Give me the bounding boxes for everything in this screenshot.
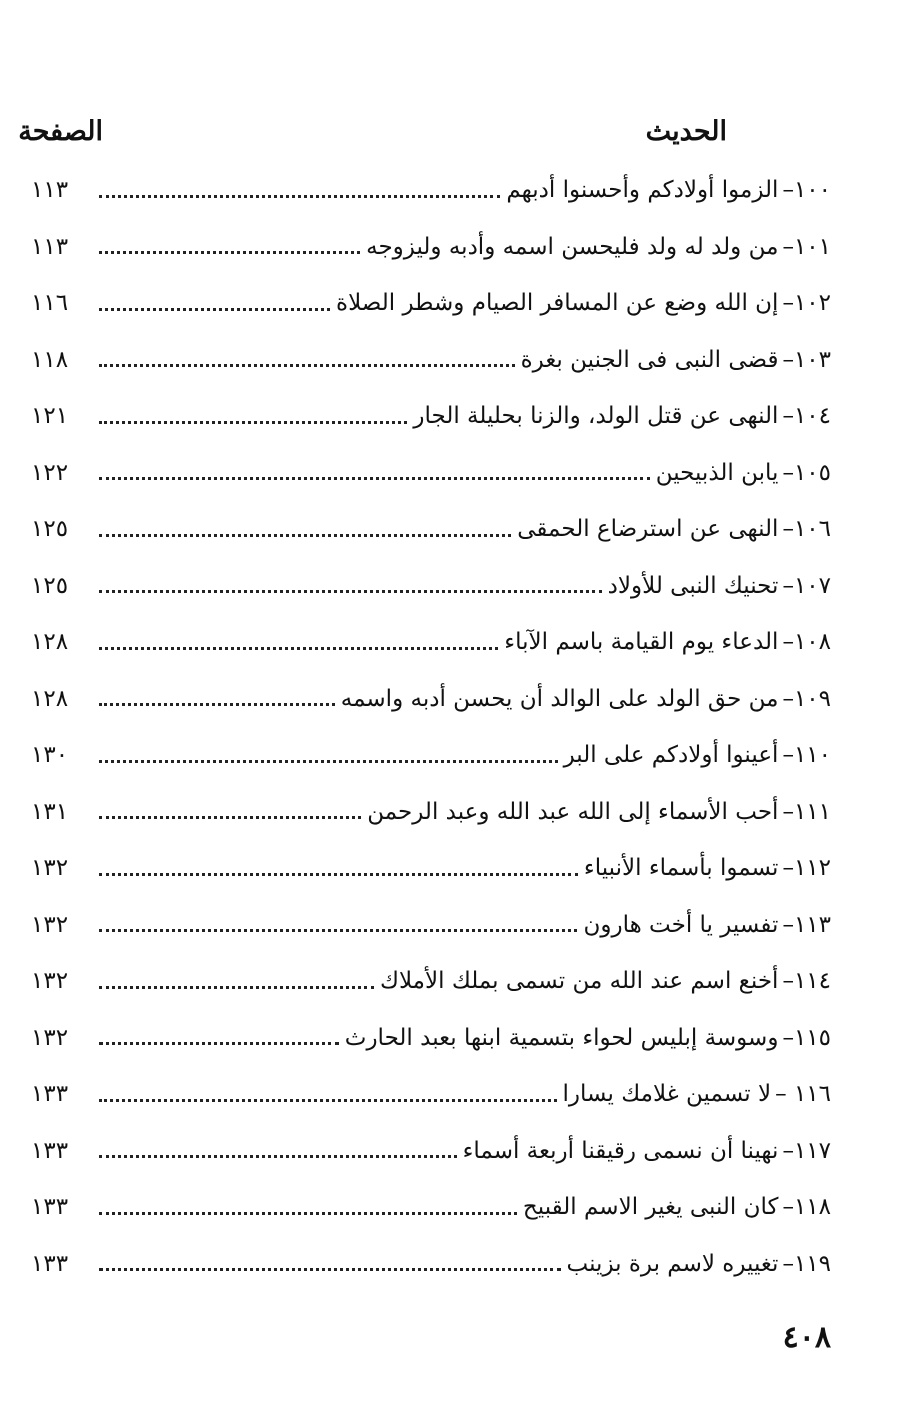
entry-page: ١٢٥ — [31, 572, 69, 599]
entry-title: يابن الذبيحين — [655, 459, 779, 486]
entry-number: ١٠٧– — [782, 572, 831, 599]
dot-leader — [99, 929, 577, 932]
dot-leader — [99, 647, 498, 650]
entry-page: ١٢٨ — [31, 629, 69, 656]
entry-page: ١٣٠ — [31, 742, 69, 769]
entry-page: ١٣٣ — [31, 1194, 69, 1221]
entry-page: ١١٨ — [31, 346, 69, 373]
toc-entry — [31, 332, 831, 389]
dot-leader — [99, 251, 360, 254]
entry-number: ١١٥– — [782, 1024, 831, 1051]
toc-entry — [31, 501, 831, 558]
toc-entry — [31, 1179, 831, 1236]
toc-entry — [31, 614, 831, 671]
dot-leader — [99, 421, 407, 424]
entry-number: ١٠٢– — [782, 290, 831, 317]
toc-entry — [31, 784, 831, 841]
dot-leader — [99, 195, 500, 198]
dot-leader — [99, 703, 335, 706]
entry-title: من ولد له ولد فليحسن اسمه وأدبه وليزوجه — [366, 233, 779, 260]
toc-entry — [31, 1010, 831, 1067]
entry-page: ١٣٣ — [31, 1137, 69, 1164]
dot-leader — [99, 760, 558, 763]
toc-entry — [31, 275, 831, 332]
dot-leader — [99, 986, 374, 989]
dot-leader — [99, 1042, 339, 1045]
entry-page: ١٢١ — [31, 403, 69, 430]
entry-number: ١٠١– — [782, 233, 831, 260]
entry-number: ١٠٤– — [782, 403, 831, 430]
toc-entry — [31, 162, 831, 219]
entry-title: تحنيك النبى للأولاد — [607, 572, 779, 599]
entry-number: ١٠٩– — [782, 685, 831, 712]
entry-number: ١١٩– — [782, 1250, 831, 1277]
entry-page: ١١٣ — [31, 233, 69, 260]
dot-leader — [99, 534, 511, 537]
toc-entry — [31, 671, 831, 728]
entry-title: قضى النبى فى الجنين بغرة — [520, 346, 779, 373]
toc-entry — [31, 445, 831, 502]
entry-page: ١٣٢ — [31, 1024, 69, 1051]
entry-number: ١٠٨– — [782, 629, 831, 656]
toc-entry — [31, 897, 831, 954]
toc-entry — [31, 1066, 831, 1123]
entry-page: ١٣٢ — [31, 855, 69, 882]
entry-title: النهى عن قتل الولد، والزنا بحليلة الجار — [413, 403, 779, 430]
entry-title: تفسير يا أخت هارون — [583, 911, 779, 938]
entry-page: ١٢٢ — [31, 459, 69, 486]
toc-entry — [31, 219, 831, 276]
dot-leader — [99, 308, 330, 311]
entry-number: ١٠٣– — [782, 346, 831, 373]
page-column-header: الصفحة — [18, 116, 103, 147]
entry-title: إن الله وضع عن المسافر الصيام وشطر الصلاة — [336, 290, 779, 317]
page-number: ٤٠٨ — [782, 1320, 831, 1355]
dot-leader — [99, 590, 602, 593]
table-of-contents — [31, 162, 831, 1292]
entry-title: تغييره لاسم برة بزينب — [566, 1250, 779, 1277]
toc-entry — [31, 1236, 831, 1293]
entry-title: من حق الولد على الوالد أن يحسن أدبه واسمه — [340, 685, 779, 712]
entry-page: ١١٣ — [31, 177, 69, 204]
dot-leader — [99, 477, 650, 480]
toc-entry — [31, 727, 831, 784]
toc-entry — [31, 558, 831, 615]
entry-number: ١١٨– — [782, 1194, 831, 1221]
entry-title: وسوسة إبليس لحواء بتسمية ابنها بعبد الحارث — [344, 1024, 779, 1051]
dot-leader — [99, 1099, 557, 1102]
entry-title: أخنع اسم عند الله من تسمى بملك الأملاك — [380, 968, 779, 995]
toc-entry — [31, 840, 831, 897]
entry-title: أحب الأسماء إلى الله عبد الله وعبد الرحمن — [367, 798, 779, 825]
entry-number: ١٠٦– — [782, 516, 831, 543]
dot-leader — [99, 364, 515, 367]
entry-title: تسموا بأسماء الأنبياء — [583, 855, 779, 882]
dot-leader — [99, 1155, 457, 1158]
entry-title: الزموا أولادكم وأحسنوا أدبهم — [506, 177, 779, 204]
entry-title: النهى عن استرضاع الحمقى — [517, 516, 779, 543]
entry-number: ١١٣– — [782, 911, 831, 938]
entry-title: كان النبى يغير الاسم القبيح — [522, 1194, 779, 1221]
entry-number: ١١٤– — [782, 968, 831, 995]
entry-page: ١٣٣ — [31, 1081, 69, 1108]
dot-leader — [99, 816, 361, 819]
dot-leader — [99, 1212, 517, 1215]
hadith-column-header: الحديث — [645, 116, 727, 147]
entry-title: نهينا أن نسمى رقيقنا أربعة أسماء — [462, 1137, 779, 1164]
entry-page: ١٣١ — [31, 798, 69, 825]
entry-number: ١١٠– — [782, 742, 831, 769]
entry-page: ١٢٥ — [31, 516, 69, 543]
toc-entry — [31, 1123, 831, 1180]
entry-number: ١٠٥– — [782, 459, 831, 486]
dot-leader — [99, 873, 578, 876]
entry-number: ١١٢– — [782, 855, 831, 882]
entry-number: ١١٦ – — [775, 1081, 831, 1108]
dot-leader — [99, 1268, 561, 1271]
entry-page: ١٢٨ — [31, 685, 69, 712]
entry-page: ١١٦ — [31, 290, 69, 317]
entry-title: الدعاء يوم القيامة باسم الآباء — [504, 629, 779, 656]
entry-number: ١٠٠– — [782, 177, 831, 204]
entry-title: لا تسمين غلامك يسارا — [562, 1081, 772, 1108]
entry-title: أعينوا أولادكم على البر — [563, 742, 779, 769]
entry-page: ١٣٢ — [31, 911, 69, 938]
entry-number: ١١٧– — [782, 1137, 831, 1164]
toc-entry — [31, 388, 831, 445]
entry-page: ١٣٣ — [31, 1250, 69, 1277]
toc-entry — [31, 953, 831, 1010]
entry-number: ١١١– — [782, 798, 831, 825]
entry-page: ١٣٢ — [31, 968, 69, 995]
